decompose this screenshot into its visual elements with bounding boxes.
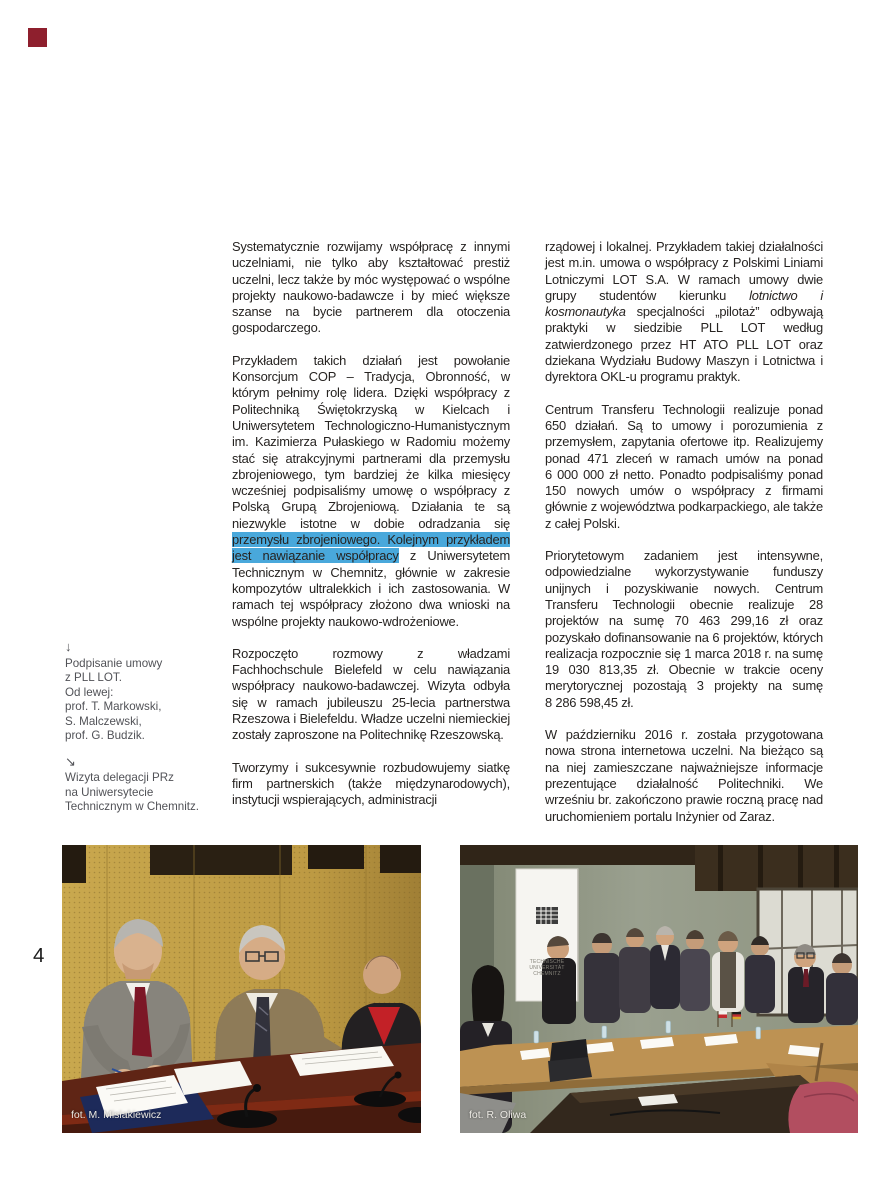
paragraph: [545, 402, 823, 532]
paragraph-text: Rozpoczęto rozmowy z władzami Fachhochschule Bielefeld w celu nawiązania współpracy naukowo-badawczej. Wizyta odbyła się w ramach jubileuszu 25-lecia partnerstwa Rzeszowa i Bielefeldu. Władze uczelni niemieckiej zostały zaproszone na Politechnikę Rzeszowską.: [232, 645, 510, 743]
paragraph: [545, 239, 823, 386]
italic-text: lotnictwo i kosmonautyka: [545, 287, 823, 320]
paragraph-text: Centrum Transferu Technologii realizuje ponad 650 działań. Są to umowy i porozumienia z przemysłem, zapytania ofertowe itp. Realizujemy ponad 471 zleceń w ramach umów na ponad 6 000 000 zł netto. Ponadto podpisaliśmy ponad 150 nowych umów o współpracy z firmami głównie z województwa podkarpackiego, ale także z całej Polski.: [545, 401, 823, 531]
photo-credit: fot. M. Misiakiewicz: [71, 1109, 162, 1121]
paragraph: [545, 727, 823, 825]
caption-line: na Uniwersytecie: [65, 785, 154, 799]
article-column-left: [232, 239, 510, 809]
photo-signing-ceremony: [62, 845, 421, 1133]
caption-block-visit: [65, 755, 225, 815]
paragraph-text: Systematycznie rozwijamy współpracę z innymi uczelniami, nie tylko aby kształtować prestiż uczelni, lecz także by móc występować o wspólne projekty naukowo-badawcze i by mieć większe szanse na bycie partnerem dla otoczenia gospodarczego.: [232, 239, 510, 336]
paragraph-text: rządowej i lokalnej. Przykładem takiej działalności jest m.in. umowa o współpracy z Polskimi Liniami Lotniczymi LOT S.A. W ramach umowy dwie grupy studentów kierunku: [545, 239, 823, 303]
paragraph-text: Przykładem takich działań jest powołanie Konsorcjum COP – Tradycja, Obronność, w którym pełnimy rolę lidera. Dzięki współpracy z Politechniką Świętokrzyską w Kielcach i Uniwersytetem Technologiczno-Humanistycznym im. Kazimierza Pułaskiego w Radomiu możemy stać się atrakcyjnymi partnerami dla przemysłu zbrojeniowego, tym bardziej że kilka miesięcy wcześniej podpisaliśmy umowę o współpracy z Polską Grupą Zbrojeniową. Działania te są niezwykle istotne w dobie odradzania się: [232, 352, 510, 531]
caption-line: Technicznym w Chemnitz.: [65, 800, 200, 814]
paragraph-text: Priorytetowym zadaniem jest intensywne, odpowiedzialne wykorzystywanie funduszy unijnych i pozyskiwanie nowych. Centrum Transferu Technologii obecnie realizuje 28 projektów na sumę 70 463 299,16 zł oraz pozyskało dofinansowanie na 6 projektów, których realizacja rozpocznie się 1 marca 2018 r. na sumę 19 030 813,35 zł. Obecnie w trakcie oceny merytorycznej pozostają 3 projekty na sumę 8 286 598,45 zł.: [545, 548, 823, 710]
banner-line: CHEMNITZ: [533, 971, 561, 977]
signing-photo-image: [62, 845, 421, 1133]
caption-line: z PLL LOT.: [65, 671, 122, 685]
page-number: 4: [33, 944, 45, 967]
paragraph: [232, 353, 510, 630]
paragraph: [232, 239, 510, 337]
caption-line: Wizyta delegacji PRz: [65, 771, 174, 785]
photo-delegation-meeting: [460, 845, 858, 1133]
caption-block-signing: [65, 640, 225, 744]
paragraph-text: specjalności „pilotaż” odbywają praktyki w siedzibie PLL LOT według zatwierdzonego przez HT ATO PLL LOT oraz dziekana Wydziału Budowy Maszyn i Lotnictwa i dyrektora OKL-u programu praktyk.: [545, 304, 823, 385]
paragraph: [232, 646, 510, 744]
accent-square: [28, 28, 47, 47]
photo-captions-sidebar: [65, 640, 225, 815]
paragraph-text: z Uniwersytetem Technicznym w Chemnitz, głównie w zakresie kompozytów ultralekkich i ich zastosowania. W ramach tej współpracy złożono dwa wnioski na wspólne projekty naukowo-wdrożeniowe.: [232, 548, 510, 629]
banner-line: TECHNISCHE UNIVERSITÄT: [529, 959, 565, 971]
meeting-photo-image: [460, 845, 858, 1133]
paragraph-text: W październiku 2016 r. została przygotowana nowa strona internetowa uczelni. Na bieżąco są na niej zamieszczane najważniejsze informacje prezentujące działalność Politechniki. We wrześniu br. zakończono prawie roczną pracę nad uruchomieniem portalu Inżynier od Zaraz.: [545, 727, 823, 824]
tu-chemnitz-logo: [536, 907, 558, 924]
paragraph: [545, 548, 823, 711]
highlighted-text: przemysłu zbrojeniowego. Kolejnym przykładem jest nawiązanie współpracy: [232, 532, 510, 564]
photo-credit: fot. R. Oliwa: [469, 1109, 527, 1121]
article-column-right: [545, 239, 823, 825]
caption-line: prof. T. Markowski,: [65, 700, 162, 714]
caption-line: Od lewej:: [65, 685, 114, 699]
paragraph-text: Tworzymy i sukcesywnie rozbudowujemy siatkę firm partnerskich (także międzynarodowych), instytucji wspierających, administracji: [232, 759, 510, 808]
down-arrow-icon: ↓: [65, 639, 72, 654]
down-right-arrow-icon: ↘: [65, 753, 76, 769]
banner-text: [517, 959, 577, 977]
caption-line: Podpisanie umowy: [65, 656, 163, 670]
paragraph: [232, 760, 510, 809]
caption-line: S. Malczewski,: [65, 714, 142, 728]
caption-line: prof. G. Budzik.: [65, 729, 145, 743]
